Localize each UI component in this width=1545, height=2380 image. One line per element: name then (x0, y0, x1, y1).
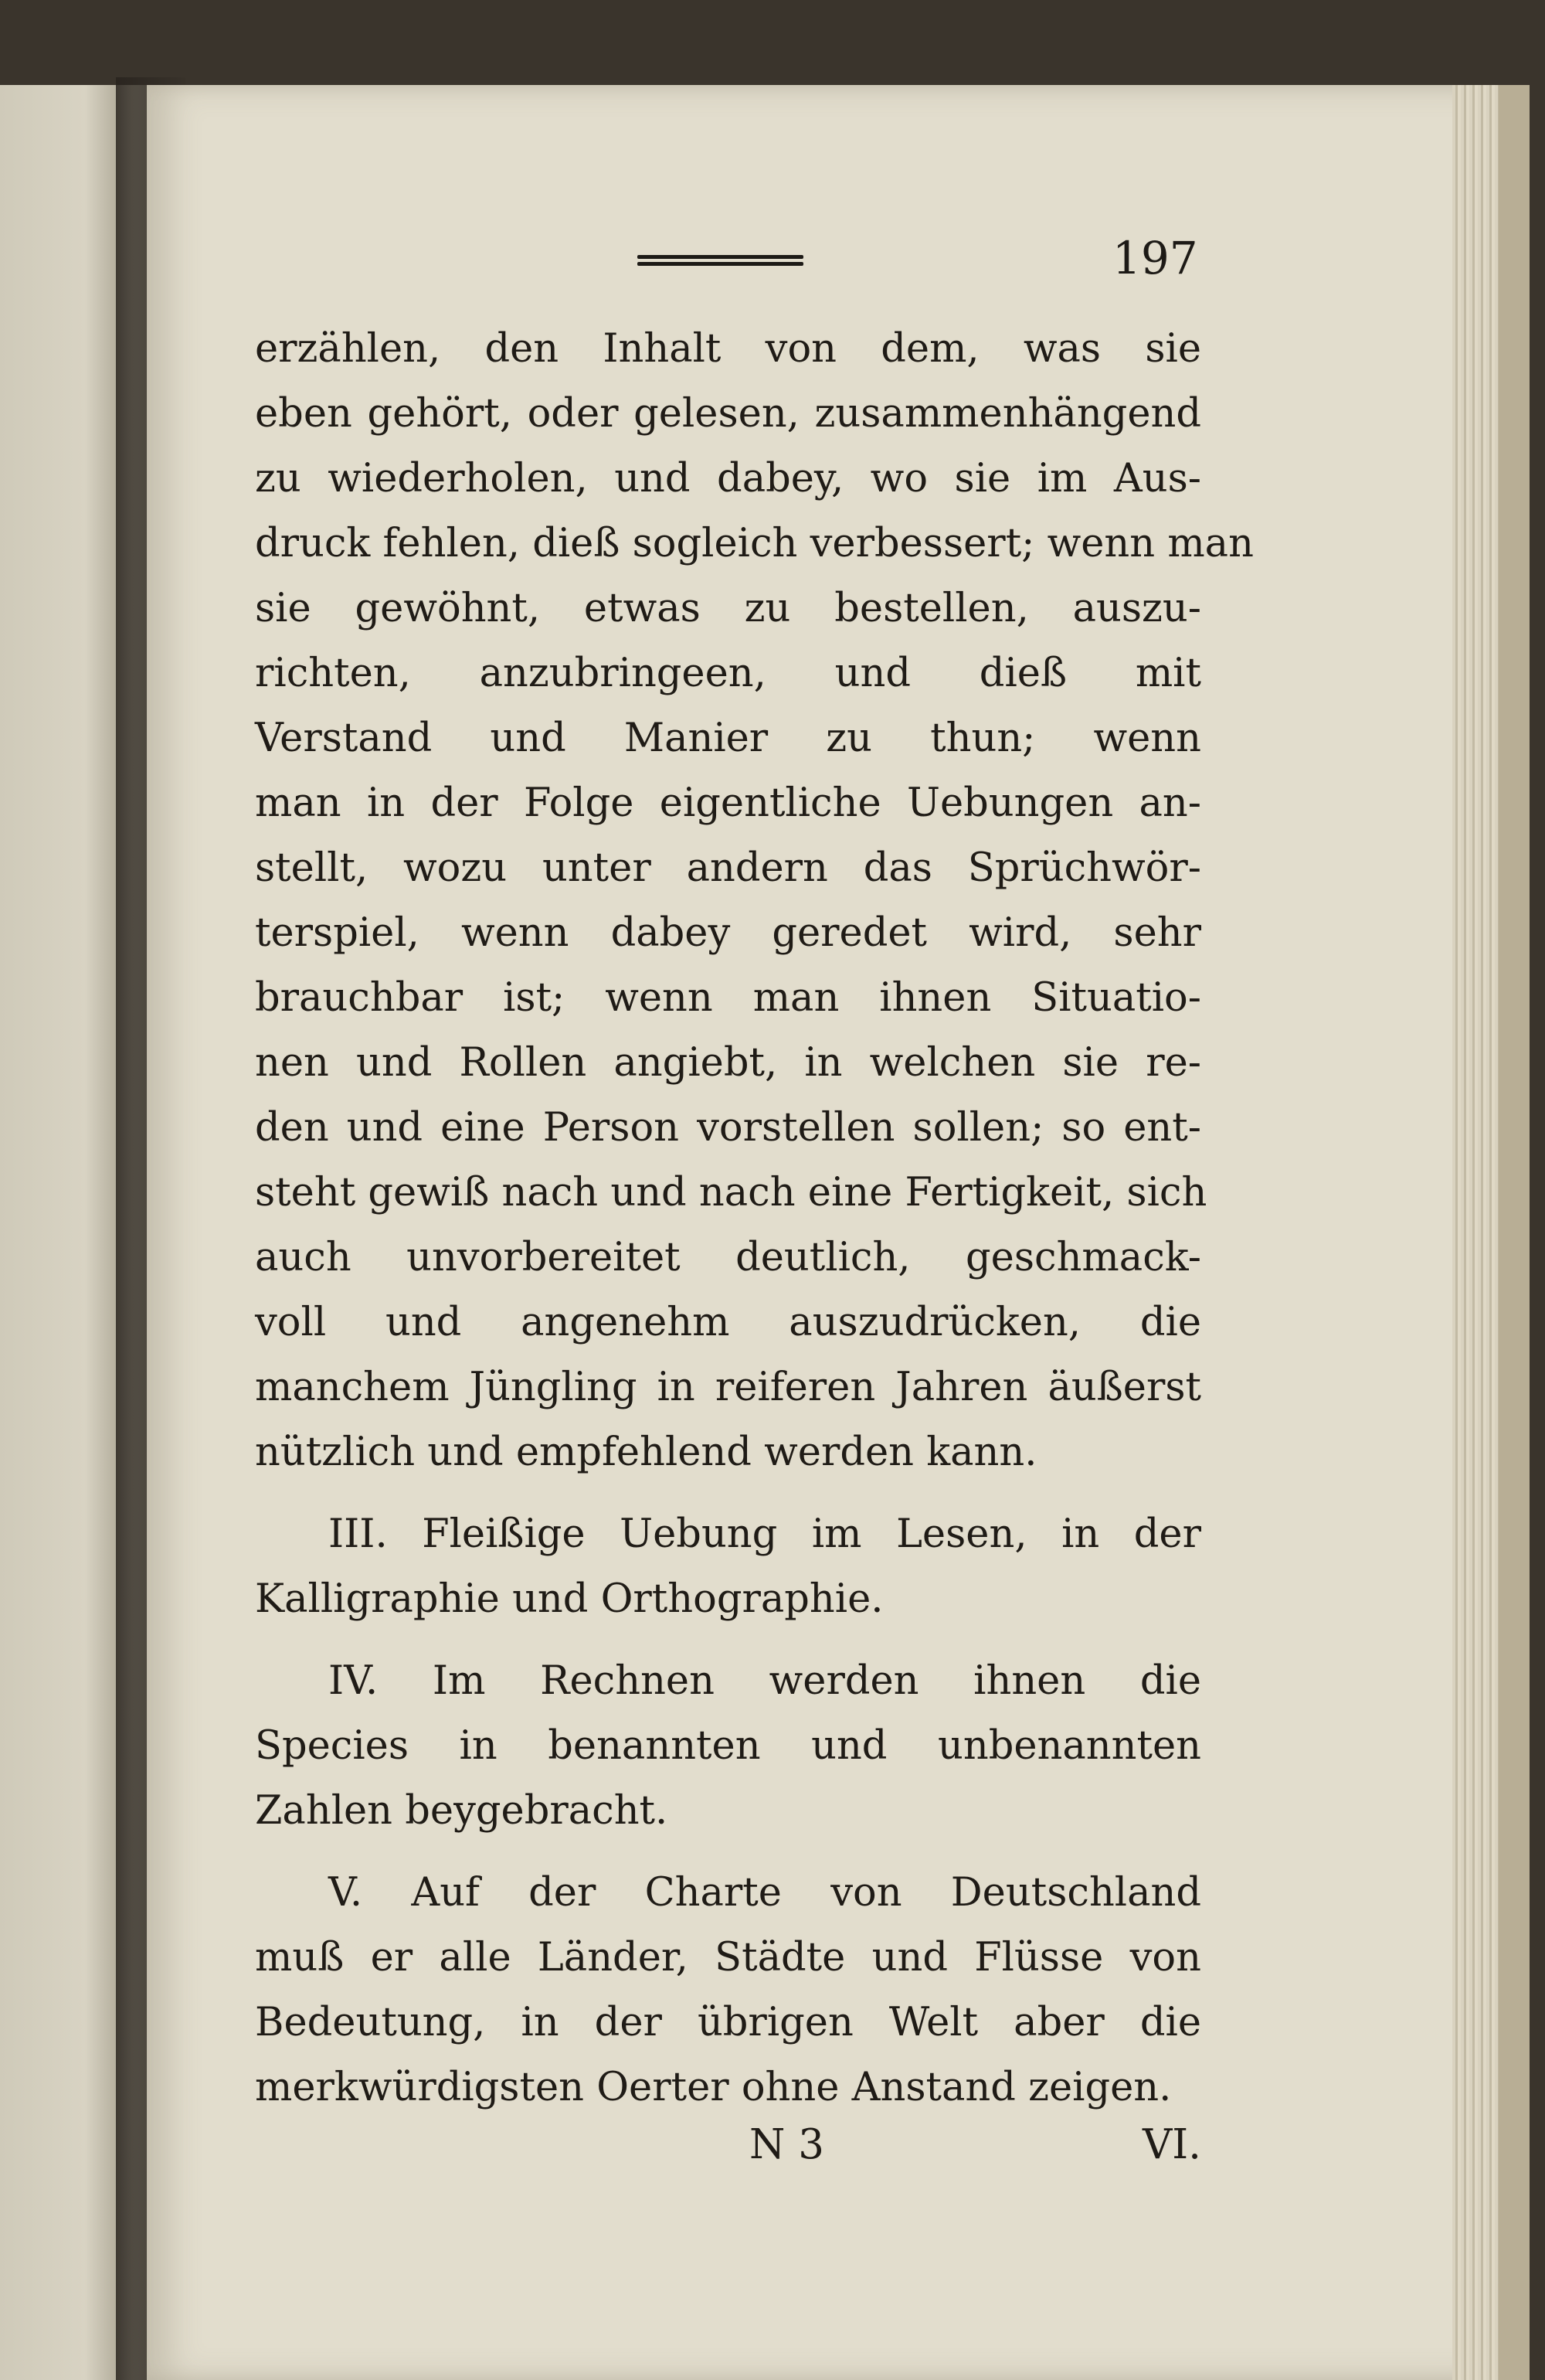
text-line: druck fehlen, dieß sogleich verbessert; wenn man (255, 521, 1254, 566)
text-line: Bedeutung, in der übrigen Welt aber die (255, 2000, 1201, 2045)
text-line: Zahlen beygebracht. (255, 1788, 668, 1834)
text-line: Kalligraphie und Orthographie. (255, 1576, 884, 1622)
text-line: Verstand und Manier zu thun; wenn (255, 716, 1201, 761)
text-line: eben gehört, oder gelesen, zusammenhängend (255, 391, 1201, 437)
text-line: richten, anzubringeen, und dieß mit (255, 651, 1201, 696)
signature-mark: N 3 (749, 2121, 824, 2168)
text-line: erzählen, den Inhalt von dem, was sie (255, 326, 1201, 372)
text-line: brauchbar ist; wenn man ihnen Situatio- (255, 975, 1201, 1021)
text-block (255, 317, 1254, 2120)
text-line: nützlich und empfehlend werden kann. (255, 1430, 1037, 1475)
page-number: 197 (1112, 232, 1198, 284)
text-line: III. Fleißige Uebung im Lesen, in der (328, 1511, 1201, 1557)
text-line: muß er alle Länder, Städte und Flüsse von (255, 1935, 1201, 1980)
paragraph (255, 317, 1254, 1485)
text-line: Species in benannten und unbenannten (255, 1723, 1201, 1769)
catchword: VI. (1142, 2121, 1201, 2168)
text-line: steht gewiß nach und nach eine Fertigkeit, sich (255, 1170, 1207, 1216)
text-line: den und eine Person vorstellen sollen; so ent- (255, 1105, 1201, 1151)
text-line: sie gewöhnt, etwas zu bestellen, auszu- (255, 586, 1201, 631)
page-footer (255, 2121, 1201, 2183)
text-line: manchem Jüngling in reiferen Jahren äußerst (255, 1365, 1201, 1410)
text-line: merkwürdigsten Oerter ohne Anstand zeigen. (255, 2065, 1172, 2110)
text-line: man in der Folge eigentliche Uebungen an- (255, 780, 1201, 826)
text-line: stellt, wozu unter andern das Sprüchwör- (255, 845, 1201, 891)
paragraph-section-v (255, 1861, 1201, 2120)
text-line: nen und Rollen angiebt, in welchen sie re- (255, 1040, 1201, 1086)
cover-edge (1499, 85, 1530, 2380)
text-line: voll und angenehm auszudrücken, die (255, 1300, 1201, 1345)
text-line: zu wiederholen, und dabey, wo sie im Aus- (255, 456, 1201, 502)
header-rule (637, 255, 803, 272)
text-line: auch unvorbereitet deutlich, geschmack- (255, 1235, 1201, 1280)
text-line: IV. Im Rechnen werden ihnen die (328, 1658, 1201, 1704)
text-line: V. Auf der Charte von Deutschland (328, 1870, 1201, 1916)
paragraph-section-iii (255, 1502, 1201, 1632)
text-line: terspiel, wenn dabey geredet wird, sehr (255, 910, 1201, 956)
paragraph-section-iv (255, 1649, 1201, 1844)
